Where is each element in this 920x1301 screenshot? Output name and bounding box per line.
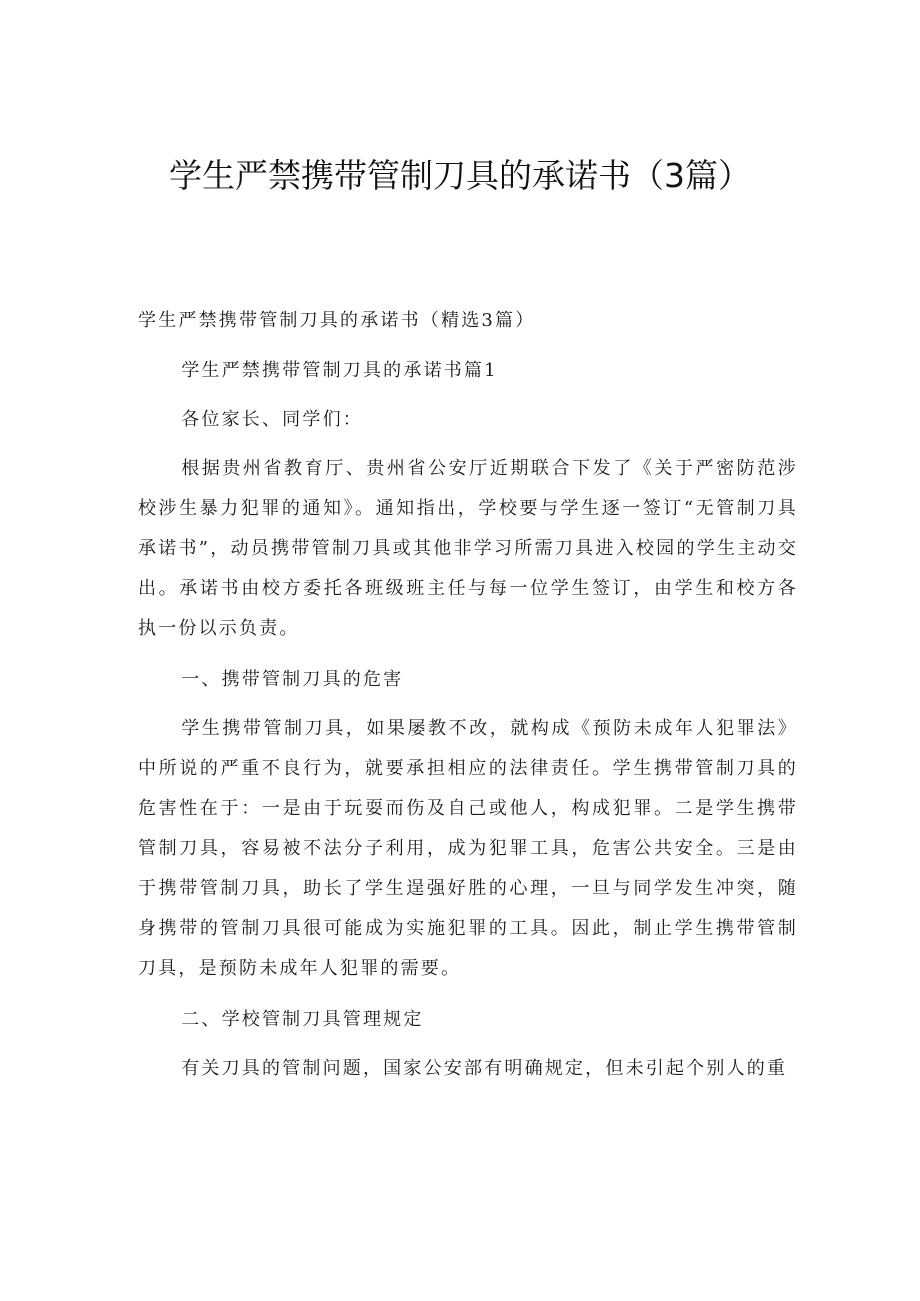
document-body	[138, 301, 798, 1098]
heading-hazards: 一、携带管制刀具的危害	[181, 669, 404, 690]
section-heading: 学生严禁携带管制刀具的承诺书篇1	[181, 360, 498, 381]
greeting: 各位家长、同学们：	[181, 409, 363, 430]
paragraph-3: 有关刀具的管制问题，国家公安部有明确规定，但未引起个别人的重	[181, 1058, 788, 1079]
document-title: 学生严禁携带管制刀具的承诺书（3篇）	[169, 156, 751, 195]
paragraph-2: 学生携带管制刀具，如果屡教不改，就构成《预防未成年人犯罪法》中所说的严重不良行为，就要承担相应的法律责任。学生携带管制刀具的危害性在于：一是由于玩耍而伤及自己或他人，构成犯罪。二是学生携带管制刀具，容易被不法分子利用，成为犯罪工具，危害公共安全。三是由于携带管制刀具，助长了学生逞强好胜的心理，一旦与同学发生冲突，随身携带的管制刀具很可能成为实施犯罪的工具。因此，制止学生携带管制刀具，是预防未成年人犯罪的需要。	[138, 718, 798, 979]
heading-regulations: 二、学校管制刀具管理规定	[181, 1009, 424, 1030]
document-subtitle: 学生严禁携带管制刀具的承诺书（精选3篇）	[138, 310, 536, 331]
paragraph-1: 根据贵州省教育厅、贵州省公安厅近期联合下发了《关于严密防范涉校涉生暴力犯罪的通知》。通知指出，学校要与学生逐一签订“无管制刀具承诺书”，动员携带管制刀具或其他非学习所需刀具进入校园的学生主动交出。承诺书由校方委托各班级班主任与每一位学生签订，由学生和校方各执一份以示负责。	[138, 458, 798, 639]
